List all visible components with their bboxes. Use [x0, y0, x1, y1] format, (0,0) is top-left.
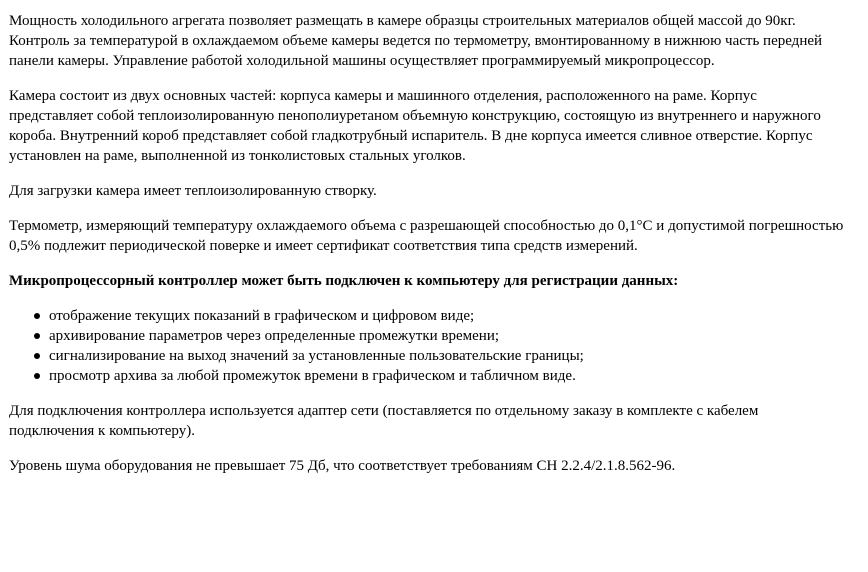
- document-body: [0, 11, 868, 476]
- paragraph-thermometer: Термометр, измеряющий температуру охлаждаемого объема с разрешающей способностью до 0,1°С и допустимой погрешностью 0,5% подлежит периодической поверке и имеет сертификат соответствия типа средств измерений.: [9, 218, 844, 254]
- paragraph-construction: Камера состоит из двух основных частей: корпуса камеры и машинного отделения, расположенного на раме. Корпус представляет собой теплоизолированную пенополиуретаном объемную конструкцию, состоящую из внутреннего и наружного короба. Внутренний короб представляет собой гладкотрубный испаритель. В дне корпуса имеется сливное отверстие. Корпус установлен на раме, выполненной из тонколистовых стальных уголков.: [9, 88, 821, 164]
- feature-list: [9, 306, 844, 386]
- paragraph-door: Для загрузки камера имеет теплоизолированную створку.: [9, 183, 377, 199]
- list-item: [49, 366, 844, 386]
- paragraph-controller-heading: Микропроцессорный контроллер может быть подключен к компьютеру для регистрации данных:: [9, 273, 679, 289]
- list-item-text: отображение текущих показаний в графическом и цифровом виде;: [49, 308, 475, 324]
- paragraph-adapter: Для подключения контроллера используется адаптер сети (поставляется по отдельному заказу в комплекте с кабелем подключения к компьютеру).: [9, 403, 759, 439]
- bullet-icon: [34, 373, 40, 379]
- list-item: [49, 326, 844, 346]
- bullet-icon: [34, 313, 40, 319]
- paragraph-noise: Уровень шума оборудования не превышает 75 Дб, что соответствует требованиям СН 2.2.4/2.1.8.562-96.: [9, 458, 676, 474]
- list-item: [49, 346, 844, 366]
- list-item-text: сигнализирование на выход значений за установленные пользовательские границы;: [49, 348, 584, 364]
- list-item-text: просмотр архива за любой промежуток времени в графическом и табличном виде.: [49, 368, 576, 384]
- paragraph-capacity: Мощность холодильного агрегата позволяет размещать в камере образцы строительных материалов общей массой до 90кг. Контроль за температурой в охлаждаемом объеме камеры ведется по термометру, вмонтированному в нижнюю часть передней панели камеры. Управление работой холодильной машины осуществляет программируемый микропроцессор.: [9, 13, 823, 69]
- bullet-icon: [34, 333, 40, 339]
- list-item: [49, 306, 844, 326]
- bullet-icon: [34, 353, 40, 359]
- list-item-text: архивирование параметров через определенные промежутки времени;: [49, 328, 500, 344]
